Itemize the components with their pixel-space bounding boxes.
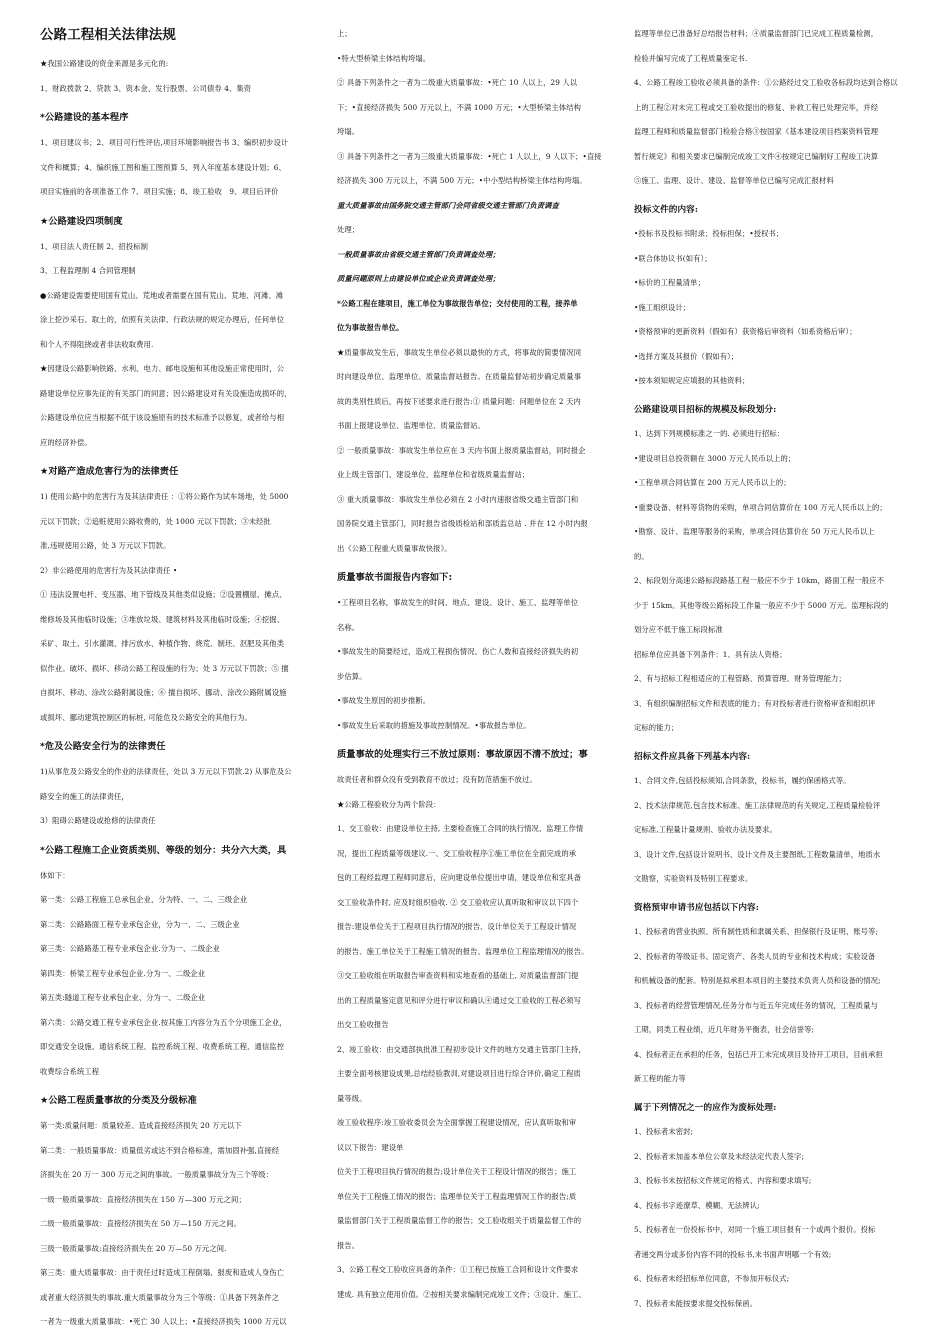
section-heading: ★对路产造成危害行为的法律责任 (40, 466, 179, 477)
text-line: 3）阻碍公路建设或抢修的法律责任 (40, 816, 156, 825)
text-line: 1) 使用公路中的危害行为及其法律责任 ：①将公路作为试车场地，处 5000 (40, 492, 289, 501)
text-line: 3、公路工程交工验收应具备的条件：①工程已按施工合同和设计文件要求 (337, 1265, 579, 1274)
text-line: •资格预审的更新资料（假如有）获资格后审资料（如系资格后审）； (634, 327, 857, 336)
text-line: •按本须知规定应填报的其他资料； (634, 376, 750, 385)
text-line: 书面上报建设单位、监理单位、质量监督站。 (337, 421, 485, 430)
document-page (40, 22, 912, 1332)
text-line: 况，提出工程质量等级建议.一、交工验收程序①施工单位在全面完成的承 (337, 848, 577, 858)
text-line: 国务院交通主管部门，同时报告省级质检站和部质监总站 . 并在 12 小时内报 (337, 519, 588, 528)
text-line: 时向建设单位、监理单位、质量监督站报告。在质量监督站初步确定质量事 (337, 372, 582, 381)
text-line: 新工程的能力等 (634, 1074, 686, 1083)
text-line: 故责任者和群众没有受到教育不放过；没有防范措施不放过。 (337, 775, 537, 784)
text-line: 应的经济补偿。 (40, 437, 92, 447)
text-line: •工程单项合同估算在 200 万元人民币以上的； (634, 478, 791, 487)
text-line: •特大型桥梁主体结构垮塌。 (337, 53, 431, 63)
text-line: 第一类：公路工程施工总承包企业，分为特、一、二、三级企业 (40, 895, 248, 904)
text-line: 1、财政拨款 2、贷款 3、资本金、发行股票、公司债券 4、集资 (40, 83, 252, 93)
text-line: 4、投标书字迹潦草、模糊、无法辨认; (634, 1200, 760, 1210)
text-line: ★质量事故发生后，事故发生单位必须以最快的方式，将事故的简要情况同 (337, 347, 582, 357)
text-line: 出交工验收报告 (337, 1020, 389, 1029)
text-line: 定标准,工程量计量规则、验收办法及要求。 (634, 825, 777, 834)
text-line: 量监督部门关于工程质量监督工作的报告；交工验收组关于质量监督工作的 (337, 1216, 582, 1225)
text-line: 体如下： (40, 870, 70, 880)
text-line: 出《公路工程重大质量事故快报》。 (337, 543, 452, 553)
text-line: 的。 (634, 551, 649, 561)
text-column-right (634, 22, 911, 1332)
text-line: 文件和概算；4、编织施工图和施工图预算 5、列入年度基本建设计划；6、 (40, 162, 286, 172)
text-line: 3、投标者的经营管理情况,任务分布与近五年完成任务的情况，工程质量与 (634, 1000, 878, 1010)
text-line: 采矿、取土、引水灌溉、排污放水、种植作物、烧荒、制坯、沤肥及其他类 (40, 639, 285, 648)
text-line: 1、投标者未密封; (634, 1127, 694, 1136)
text-line: 量等级。 (337, 1093, 367, 1103)
text-line: 2、投标者未加盖本单位公章及未经法定代表人签字; (634, 1151, 805, 1161)
text-line: 即交通安全设施、通信系统工程、监控系统工程、收费系统工程、通信监控 (40, 1042, 285, 1051)
section-heading: 质量事故的处理实行三不放过原则：事故原因不清不放过；事 (337, 749, 588, 760)
text-line: 三级一般质量事故:直接经济损失在 20 万—50 万元之间. (40, 1243, 227, 1253)
text-line: 1、项目建议书；2、项目可行性评估,项目环境影响报告书 3、编织初步设计 (40, 138, 289, 147)
text-line: 垮塌。 (337, 127, 360, 136)
text-line: 涂上挖沙采石、取土的，依照有关法律、行政法规的规定办理后，任何单位 (40, 315, 285, 324)
text-line: 故的类别性质后，再按下述要求进行报告:① 质量问题：问题单位在 2 天内 (337, 396, 581, 406)
text-line: 2）非公路使用的危害行为及其法律责任 • (40, 565, 178, 575)
text-line: 或者重大经济损失的事故.重大质量事故分为三个等级：①具备下列条件之 (40, 1292, 280, 1302)
text-line: 或损坏、挪动建筑控制区的标桩, 可能危及公路安全的其他行为。 (40, 712, 252, 722)
text-line: 处理； (337, 225, 360, 234)
text-column-left (40, 22, 317, 1332)
emphasis-line: 位为事故报告单位。 (337, 323, 404, 332)
section-heading: *危及公路安全行为的法律责任 (40, 741, 166, 752)
text-line: 第二类：公路路面工程专业承包企业，分为一、二、三级企业 (40, 919, 240, 929)
text-line: 第四类：桥梁工程专业承包企业.分为一、二级企业 (40, 968, 206, 978)
text-line: 定标的能力； (634, 723, 679, 732)
text-line: ③交工验收组在听取报告审查资料和实地查看的基础上, 对质量监督部门提 (337, 971, 579, 980)
text-line: ③ 具备下列条件之一者为三级重大质量事故：•死亡 1 人以上，9 人以下；•直接 (337, 151, 602, 161)
text-line: 的报告、施工单位关于工程施工情况的报告、监理单位工程监理情况的报告。 (337, 946, 589, 956)
text-line: 似作业。破坏、损坏、移动公路工程设施的行为；处 3 万元以下罚款；⑤ 擅 (40, 663, 289, 673)
section-heading: 质量事故书面报告内容如下: (337, 572, 453, 583)
text-line: 监理工程师和质量监督部门检验合格③按国家《基本建设项目档案资料管理 (634, 127, 879, 136)
text-line: 维修场及其他临时设施；③堆放垃圾、建筑材料及其他临时设施；④挖掘、 (40, 614, 285, 624)
text-line: 路安全的施工的法律责任， (40, 791, 129, 801)
text-line: 建成. 具有独立使用价值。②按相关要求编制完成竣工文件；③设计、施工、 (337, 1289, 586, 1299)
text-line: 3、工程监理制 4 合同管理制 (40, 266, 136, 275)
text-line: ③ 重大质量事故：事故发生单位必须在 2 小时内速报省级交通主管部门和 (337, 494, 579, 504)
text-line: 收费综合系统工程 (40, 1066, 100, 1076)
text-line: 和机械设备的配套。特别是拟承担本项目的主要技术负责人员和设备的情况; (634, 976, 881, 985)
text-column-middle (337, 22, 614, 1332)
text-line: 第三类：重大质量事故：由于责任过时造成工程倒塌、报废和造成人身伤亡 (40, 1268, 285, 1277)
text-line: 7、投标者未能按要求提交投标保函。 (634, 1298, 758, 1308)
text-line: 业上级主管部门、建设单位、监理单位和省级质量监督站； (337, 470, 530, 479)
text-line: 路建设单位应事先征的有关部门的同意；因公路建设对有关设施造成损坏的， (40, 388, 292, 398)
text-line: 文勘察，实验资料及特别工程要求。 (634, 874, 753, 883)
text-line: 济损失在 20 万一 300 万元之间的事故。一般质量事故分为三个等级： (40, 1170, 274, 1179)
text-line: 少于 15km。其他等级公路标段工作量一般应不少于 5000 万元。监理标段的 (634, 600, 889, 610)
text-line: 元以下罚款；②追赃使用公路收费的，处 1000 元以下罚款；③未经批 (40, 516, 271, 526)
text-line: •建设项目总投资额在 3000 万元人民币以上的； (634, 453, 796, 463)
text-line: 包的工程经监理工程师同意后，应向建设单位提出申请，建设单位和室具备 (337, 873, 582, 882)
text-line: 第二类：一般质量事故：质量低劣或达不到合格标准，需加固补强,直接经 (40, 1145, 280, 1155)
text-line: 上的工程②对未完工程或交工验收提出的修复、补救工程已处理完毕，并经 (634, 102, 879, 112)
emphasis-line: 重大质量事故由国务院交通主管部门会同省级交通主管部门负责调查 (337, 200, 559, 210)
text-line: 准,违规使用公路，处 3 万元以下罚款。 (40, 541, 171, 550)
text-line: 和个人不得阻挠或者非法收取费用. (40, 339, 154, 349)
text-line: 交工验收条件时, 应及时组织验收. ② 交工验收应认真听取和审议以下四个 (337, 897, 579, 907)
text-line: 上； (337, 29, 352, 38)
text-line: 下；•直接经济损失 500 万元以上，不满 1000 万元；•大型桥梁主体结构 (337, 102, 581, 112)
text-line: 议以下报告：建设单 (337, 1142, 404, 1152)
section-heading: 公路建设项目招标的规模及标段划分: (634, 404, 777, 415)
text-line: 一级一般质量事故：直接经济损失在 150 万—300 万元之间； (40, 1194, 246, 1204)
text-line: 3、设计文件,包括设计说明书、设计文件及主要图纸,工程数量清单，地质水 (634, 849, 881, 859)
text-line: 名称。 (337, 622, 360, 632)
text-line: 工期，同类工程业绩，近几年财务平衡表，社会信誉等; (634, 1025, 815, 1034)
text-line: ① 违法设置电杆、变压器、地下管线及其他类似设施；②设置棚屋、摊点、 (40, 590, 287, 599)
text-line: ② 具备下列条件之一者为二级重大质量事故：•死亡 10 人以上，29 人以 (337, 78, 578, 87)
text-line: •重要设备、材料等货物的采购，单项合同估算价在 100 万元人民币以上的； (634, 502, 887, 512)
emphasis-line: *公路工程在建项目，施工单位为事故报告单位；交付使用的工程，接养单 (337, 298, 578, 308)
text-line: •勘察、设计、监理等服务的采购，单项合同估算价在 50 万元人民币以上 (634, 527, 875, 536)
text-line: 4、投标者正在承担的任务，包括已开工未完成项目及待开工项目，目前承担 (634, 1049, 883, 1059)
section-heading: 资格预审申请书应包括以下内容: (634, 902, 759, 913)
text-line: •选择方案及其报价（假如有）； (634, 351, 739, 361)
text-line: •联合体协议书(如有）； (634, 253, 712, 263)
text-line: 6、投标者未经招标单位同意，不参加开标仪式; (634, 1274, 790, 1283)
text-line: 2、投标者的等级证书、固定资产、各类人员的专业和技术构成；实验设备 (634, 951, 876, 961)
text-line: 1、项目法人责任制 2、招投标制 (40, 241, 149, 251)
section-heading: *公路建设的基本程序 (40, 112, 129, 123)
text-line: •施工组织设计； (634, 302, 691, 312)
text-line: ★因建设公路影响铁路、水利、电力、邮电设施和其他设施正常使用时，公 (40, 364, 285, 373)
text-line: 2、有与招标工程相适应的工程管路、预算管理、财务管理能力； (634, 674, 846, 683)
text-line: 1)从事危及公路安全的作业的法律责任，处以 3 万元以下罚款.2) 从事危及公 (40, 767, 292, 776)
text-line: •事故发生原因的初步推断。 (337, 696, 431, 705)
text-line: 一者为一级重大质量事故：•死亡 30 人以上；•直接经济损失 1000 万元以 (40, 1317, 287, 1326)
text-line: •事故发生后采取的措施及事故控制情况。•事故报告单位。 (337, 720, 531, 730)
text-line: 第六类：公路交通工程专业承包企业.按其施工内容分为五个分项施工企业， (40, 1017, 287, 1027)
text-line: ★我国公路建设的资金来源是多元化的: (40, 59, 169, 68)
section-heading: 属于下列情况之一的应作为废标处理: (634, 1102, 777, 1113)
text-line: 报告。 (337, 1240, 360, 1250)
text-line: 1、交工验收：由建设单位主持, 主要检查施工合同的执行情况、监理工作情 (337, 824, 584, 833)
text-line: 检验并编写完成了工程质量鉴定书. (634, 53, 748, 63)
text-line: 2、竣工验收：由交通部执批准工程初步设计文件的地方交通主管部门主持， (337, 1044, 586, 1054)
section-heading: 投标文件的内容: (634, 204, 699, 215)
text-line: 项目实施前的各项准备工作 7、项目实施；8、竣工验收 9、项目后评价 (40, 187, 279, 196)
text-line: ★公路工程验收分为两个阶段： (337, 799, 441, 809)
text-line: 1、合同文件,包括投标须知,合同条款，投标书，履约保函格式等。 (634, 776, 851, 785)
text-line: 1、投标者的营业执照、所有制性质和隶属关系、担保银行及证明、账号等; (634, 927, 878, 936)
text-line: ② 一般质量事故：事故发生单位应在 3 天内书面上报质量监督站，同时报企 (337, 445, 586, 455)
text-line: 出的工程质量鉴定意见和评分进行审议和确认④通过交工验收的工程必须写 (337, 995, 582, 1005)
section-heading: 招标文件应具备下列基本内容: (634, 751, 751, 762)
text-line: 报告:建设单位关于工程项目执行情况的报告、设计单位关于工程设计情况 (337, 922, 577, 931)
text-line: •投标书及投标书附录；投标担保；•授权书； (634, 229, 784, 238)
text-line: 第五类:隧道工程专业承包企业、分为一、二级企业 (40, 993, 206, 1002)
text-line: 公路建设单位应当根据不低于该设施原有的技术标准予以修复，或者给与相 (40, 413, 285, 422)
emphasis-line: 一般质量事故由省级交通主管部门负责调查处理； (337, 249, 500, 259)
document-title: 公路工程相关法律法规 (40, 27, 176, 43)
text-line: 单位关于工程施工情况的报告；监理单位关于工程监理情况工作的报告;质 (337, 1191, 577, 1201)
text-line: 竣工验收程序:竣工验收委员会为全面掌握工程建设情况，应认真听取和审 (337, 1118, 577, 1127)
text-line: 步估算。 (337, 671, 367, 681)
section-heading: ★公路工程质量事故的分类及分级标准 (40, 1095, 197, 1106)
text-line: 2、技术法律规范,包含技术标准、施工法律规范的有关规定,工程质量检验评 (634, 800, 881, 810)
text-line: 第三类：公路路基工程专业承包企业.分为一、二级企业 (40, 944, 220, 953)
text-line: 监理等单位已准备好总结报告材料；④质量监督部门已完成工程质量检测， (634, 29, 879, 38)
text-line: ⑤施工、监理、设计、建设、监督等单位已编写完成汇报材料 (634, 176, 834, 185)
text-line: •标价的工程量清单； (634, 278, 705, 287)
emphasis-line: 质量问题原则上由建设单位或企业负责调查处理； (337, 274, 500, 283)
text-line: 3、投标书未按招标文件规定的格式、内容和要求填写; (634, 1176, 812, 1185)
text-line: 招标单位应具备下列条件：1、具有法人资格； (634, 649, 787, 659)
text-line: •事故发生的简要经过，造成工程损伤情况、伤亡人数和直接经济损失的初 (337, 647, 579, 656)
text-line: 2、标段划分高速公路标段路基工程一般应不少于 10km，路面工程一般应不 (634, 576, 885, 585)
section-heading: ★公路建设四项制度 (40, 215, 123, 227)
text-line: 经济损失 300 万元以上，不满 500 万元；•中小型结构桥梁主体结构垮塌。 (337, 176, 587, 185)
text-line: 第一类:质量问题：质量较差、造成直接经济损失 20 万元以下 (40, 1121, 242, 1130)
text-line: 5、投标者在一份投标书中，对同一个施工项目报有一个或两个报价。投标 (634, 1225, 876, 1234)
text-line: 3、有组织编制招标文件和表底的能力；有对投标者进行资格审查和组织评 (634, 698, 876, 708)
text-line: ●公路建设需要使用国有荒山、荒地或者需要在国有荒山、荒地、河滩、滩 (40, 290, 284, 300)
text-line: 暂行规定》和相关要求已编制完成竣工文件④按规定已编制好工程竣工决算 (634, 151, 879, 161)
section-heading: *公路工程施工企业资质类别、等级的划分：共分六大类，具 (40, 844, 287, 856)
text-line: •工程项目名称，事故发生的时间、地点、建设、设计、施工、监理等单位 (337, 598, 579, 607)
text-line: 者递交两分或多份内容不同的投标书,未书面声明哪一个有效; (634, 1249, 832, 1259)
text-line: 二级一般质量事故：直接经济损失在 50 万—150 万元之间。 (40, 1219, 242, 1228)
text-line: 位关于工程项目执行情况的报告;设计单位关于工程设计情况的报告；施工 (337, 1167, 577, 1176)
text-line: 4、公路工程竣工验收必须具备的条件：①公路经过交工验收各标段均达到合格以 (634, 78, 898, 87)
text-line: 划分应不低于施工标段标准 (634, 625, 723, 634)
text-line: 主要全面考核建设成果,总结经验教训,对建设项目进行综合评价,确定工程质 (337, 1069, 581, 1078)
text-line: 自损坏、移动、涂改公路附属设施；⑥ 擅自损坏、挪动、涂改公路附属设施 (40, 688, 287, 697)
text-line: 1、达到下列规模标准之一的. 必须进行招标： (634, 429, 785, 438)
